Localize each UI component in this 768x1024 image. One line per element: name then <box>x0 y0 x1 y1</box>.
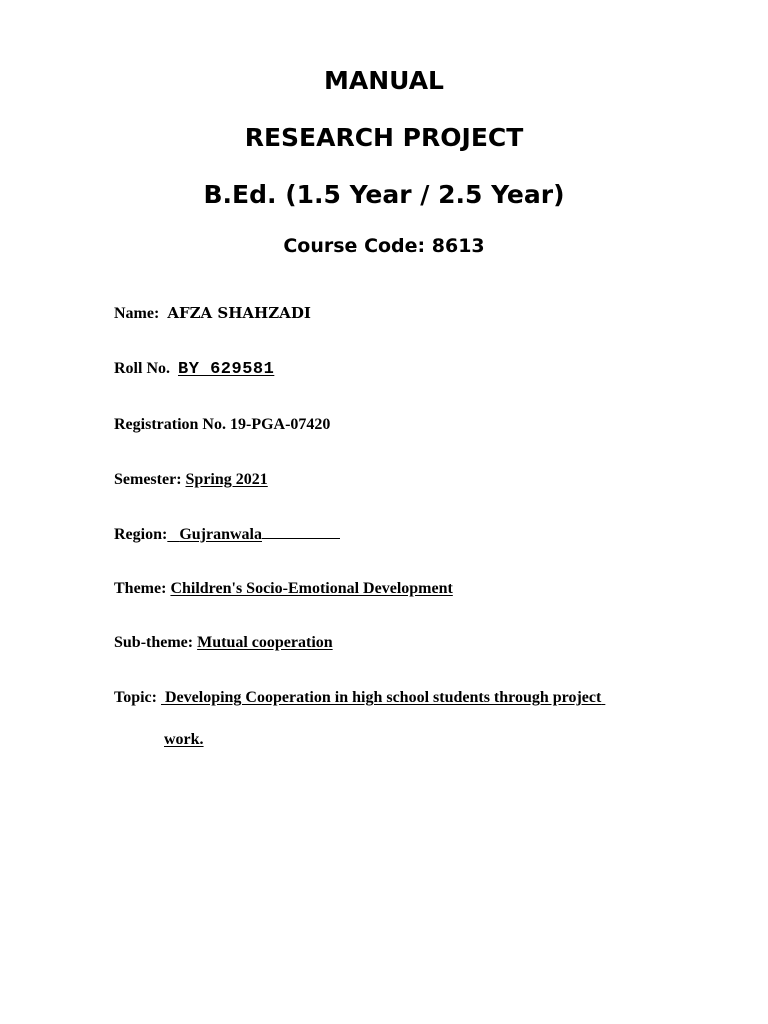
field-topic-underline-tail <box>601 689 605 706</box>
field-sub-theme-label: Sub-theme: <box>114 634 194 651</box>
field-roll-value: BY 629581 <box>178 360 275 379</box>
field-region-value: Gujranwala <box>179 526 262 543</box>
field-region <box>114 526 340 544</box>
field-topic-label: Topic: <box>114 689 157 706</box>
title-research-project: RESEARCH PROJECT <box>244 123 524 152</box>
field-name <box>114 304 311 323</box>
field-semester <box>114 471 268 489</box>
field-region-underline-lead <box>167 526 179 543</box>
field-theme-value: Children's Socio-Emotional Development <box>170 580 453 597</box>
field-sub-theme <box>114 634 333 652</box>
field-roll <box>114 360 274 379</box>
field-registration-label: Registration No. <box>114 416 226 433</box>
field-topic-value-line2: work. <box>164 731 204 748</box>
field-sub-theme-value: Mutual cooperation <box>197 634 333 651</box>
field-registration <box>114 416 330 434</box>
field-semester-label: Semester: <box>114 471 182 488</box>
field-theme <box>114 580 453 598</box>
title-manual: MANUAL <box>324 66 444 95</box>
field-name-label: Name: <box>114 305 160 322</box>
field-theme-label: Theme: <box>114 580 167 597</box>
course-code: Course Code: 8613 <box>283 235 485 257</box>
title-degree: B.Ed. (1.5 Year / 2.5 Year) <box>203 180 565 209</box>
field-roll-label: Roll No. <box>114 360 170 377</box>
field-semester-value: Spring 2021 <box>185 471 268 488</box>
field-topic-value-line1: Developing Cooperation in high school students through project <box>164 689 602 706</box>
field-region-blank-line <box>262 537 340 539</box>
field-region-label: Region: <box>114 526 168 543</box>
field-topic <box>114 689 605 707</box>
field-registration-value: 19-PGA-07420 <box>229 416 331 433</box>
field-name-value: AFZA SHAHZADI <box>167 304 311 322</box>
field-topic-continuation <box>164 731 204 749</box>
